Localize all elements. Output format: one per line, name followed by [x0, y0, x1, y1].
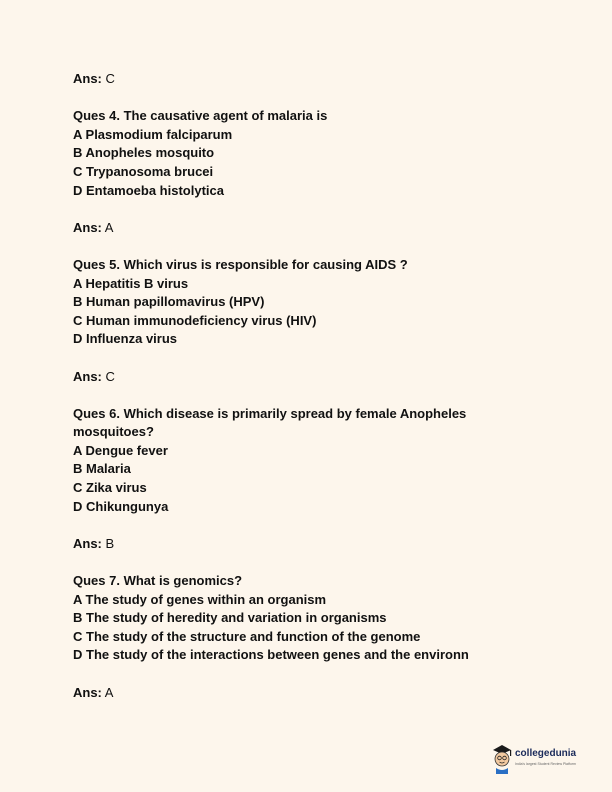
answer-label: Ans: [73, 684, 102, 700]
answer-label: Ans: [73, 219, 102, 235]
option: B Human papillomavirus (HPV) [73, 294, 265, 310]
logo-tagline: India's largest Student Review Platform [515, 762, 576, 766]
question-text: Ques 6. Which disease is primarily spread by female Anopheles mosquitoes? [73, 405, 467, 440]
answer-value: A [104, 684, 114, 700]
option: D Chikungunya [73, 498, 169, 514]
option: B Anopheles mosquito [73, 145, 215, 161]
answer-value: C [105, 71, 115, 86]
logo-name: collegedunia [515, 748, 577, 759]
question-block [73, 256, 533, 405]
option: D Influenza virus [73, 331, 178, 347]
collegedunia-logo [491, 742, 591, 778]
answer-value: B [105, 535, 115, 551]
answer-line [73, 368, 533, 387]
answer-label: Ans: [73, 71, 102, 86]
answer-line [73, 684, 533, 703]
option: A Hepatitis B virus [73, 275, 189, 291]
question-block [73, 405, 533, 572]
option: A Plasmodium falciparum [73, 126, 233, 142]
question-block [73, 107, 533, 256]
option: D Entamoeba histolytica [73, 182, 224, 198]
option: B The study of heredity and variation in organisms [73, 610, 387, 626]
option: C Human immunodeficiency virus (HIV) [73, 312, 317, 328]
answer-value: C [105, 368, 115, 384]
mascot-icon [491, 742, 513, 774]
answer-label: Ans: [73, 368, 102, 384]
page-content [73, 70, 533, 702]
option: C Trypanosoma brucei [73, 163, 214, 179]
option: B Malaria [73, 461, 131, 477]
option: A The study of genes within an organism [73, 591, 327, 607]
answer-label: Ans: [73, 535, 102, 551]
option: C Zika virus [73, 480, 147, 496]
question-text: Ques 7. What is genomics? [73, 573, 243, 589]
question-block [73, 572, 533, 702]
answer-line [73, 219, 533, 238]
answer-line [73, 70, 533, 89]
option: C The study of the structure and function of the genome [73, 628, 421, 644]
answer-value: A [104, 219, 114, 235]
option: D The study of the interactions between genes and the environn [73, 647, 469, 663]
answer-line [73, 535, 533, 554]
option: A Dengue fever [73, 442, 168, 458]
question-text: Ques 4. The causative agent of malaria is [73, 108, 328, 124]
question-text: Ques 5. Which virus is responsible for causing AIDS ? [73, 256, 408, 272]
